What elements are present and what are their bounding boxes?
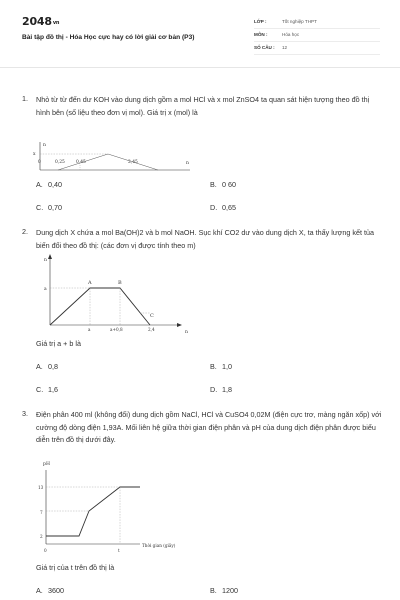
graph-line	[50, 288, 150, 325]
point-a: A	[88, 280, 92, 286]
x-tick: t	[118, 548, 120, 553]
meta-row-count: SỐ CÂU : 12	[254, 42, 380, 55]
y-axis-label: n	[43, 143, 46, 148]
y-tick: 7	[40, 510, 43, 515]
option-a[interactable]: A. 3600	[36, 586, 64, 595]
x-tick: 0	[44, 548, 47, 553]
y-mark-label: a	[44, 287, 47, 292]
y-tick: 13	[38, 485, 44, 490]
question-number: 1.	[22, 94, 28, 103]
option-c[interactable]: C. 0,70	[36, 203, 62, 212]
point-b: B	[118, 280, 122, 286]
question-3-prompt: Giá trị của t trên đồ thị là	[36, 563, 115, 572]
x-tick: 0,45	[76, 160, 86, 165]
question-text: Điện phân 400 ml (không đổi) dung dịch gồm NaCl, HCl và CuSO4 0,02M (điện cực trơ, màng ngăn xốp) với cường độ dòng điện 1,93A. Mối liên hệ giữa thời gian điện phân và pH của dung dịch điện phân được biểu diễn trên đồ thị dưới đây.	[36, 410, 382, 444]
page-header	[0, 0, 400, 62]
x-tick: 2,4	[148, 327, 155, 332]
question-text: Dung dịch X chứa a mol Ba(OH)2 và b mol NaOH. Sục khí CO2 dư vào dung dịch X, ta thấy lượng kết tủa biến đổi theo đồ thị: (các đơn vị được tính theo m)	[36, 228, 374, 250]
meta-info	[254, 16, 380, 55]
x-tick: a	[88, 327, 91, 332]
x-axis-label: n	[185, 330, 188, 333]
meta-row-subject: MÔN : Hóa học	[254, 29, 380, 42]
question-2-prompt: Giá trị a + b là	[36, 339, 81, 348]
question-text: Nhỏ từ từ đến dư KOH vào dung dịch gồm a mol HCl và x mol ZnSO4 ta quan sát hiện tượng theo đồ thị hình bên (số liệu theo đơn vị mol). Giá trị x (mol) là	[36, 95, 370, 117]
option-a[interactable]: A. 0,40	[36, 180, 62, 189]
option-b[interactable]: B. 1,0	[210, 362, 232, 371]
question-1-x-ticks	[30, 160, 230, 170]
x-tick: a+0,8	[110, 327, 123, 332]
question-3-graph	[34, 456, 224, 556]
option-b[interactable]: B. 0 60	[210, 180, 236, 189]
option-d[interactable]: D. 0,65	[210, 203, 236, 212]
header-divider	[0, 67, 400, 68]
option-b[interactable]: B. 1200	[210, 586, 238, 595]
question-number: 3.	[22, 409, 28, 418]
question-3	[22, 409, 382, 447]
x-tick: 0,25	[55, 160, 65, 165]
y-tick: 2	[40, 534, 43, 539]
option-d[interactable]: D. 1,8	[210, 385, 232, 394]
x-tick: 0	[38, 160, 41, 165]
x-axis-label: Thời gian (giây)	[142, 543, 176, 548]
question-2	[22, 227, 382, 252]
option-a[interactable]: A. 0,8	[36, 362, 58, 371]
option-c[interactable]: C. 1,6	[36, 385, 58, 394]
y-axis-label: n	[44, 258, 47, 263]
question-1	[22, 94, 382, 119]
question-2-graph	[40, 253, 220, 333]
y-mark-label: x	[33, 152, 36, 157]
page-title: Bài tập đồ thị - Hóa Học cực hay có lời giải cơ bản (P3)	[22, 34, 195, 41]
site-logo[interactable]: 2048vn	[22, 15, 60, 28]
y-axis-label: pH	[43, 462, 50, 467]
meta-row-grade: LỚP : Tốt nghiệp THPT	[254, 16, 380, 29]
x-axis-label: n	[186, 161, 189, 166]
point-c: C	[150, 313, 154, 319]
question-number: 2.	[22, 227, 28, 236]
graph-line	[46, 487, 140, 536]
x-tick: 2,45	[128, 160, 138, 165]
